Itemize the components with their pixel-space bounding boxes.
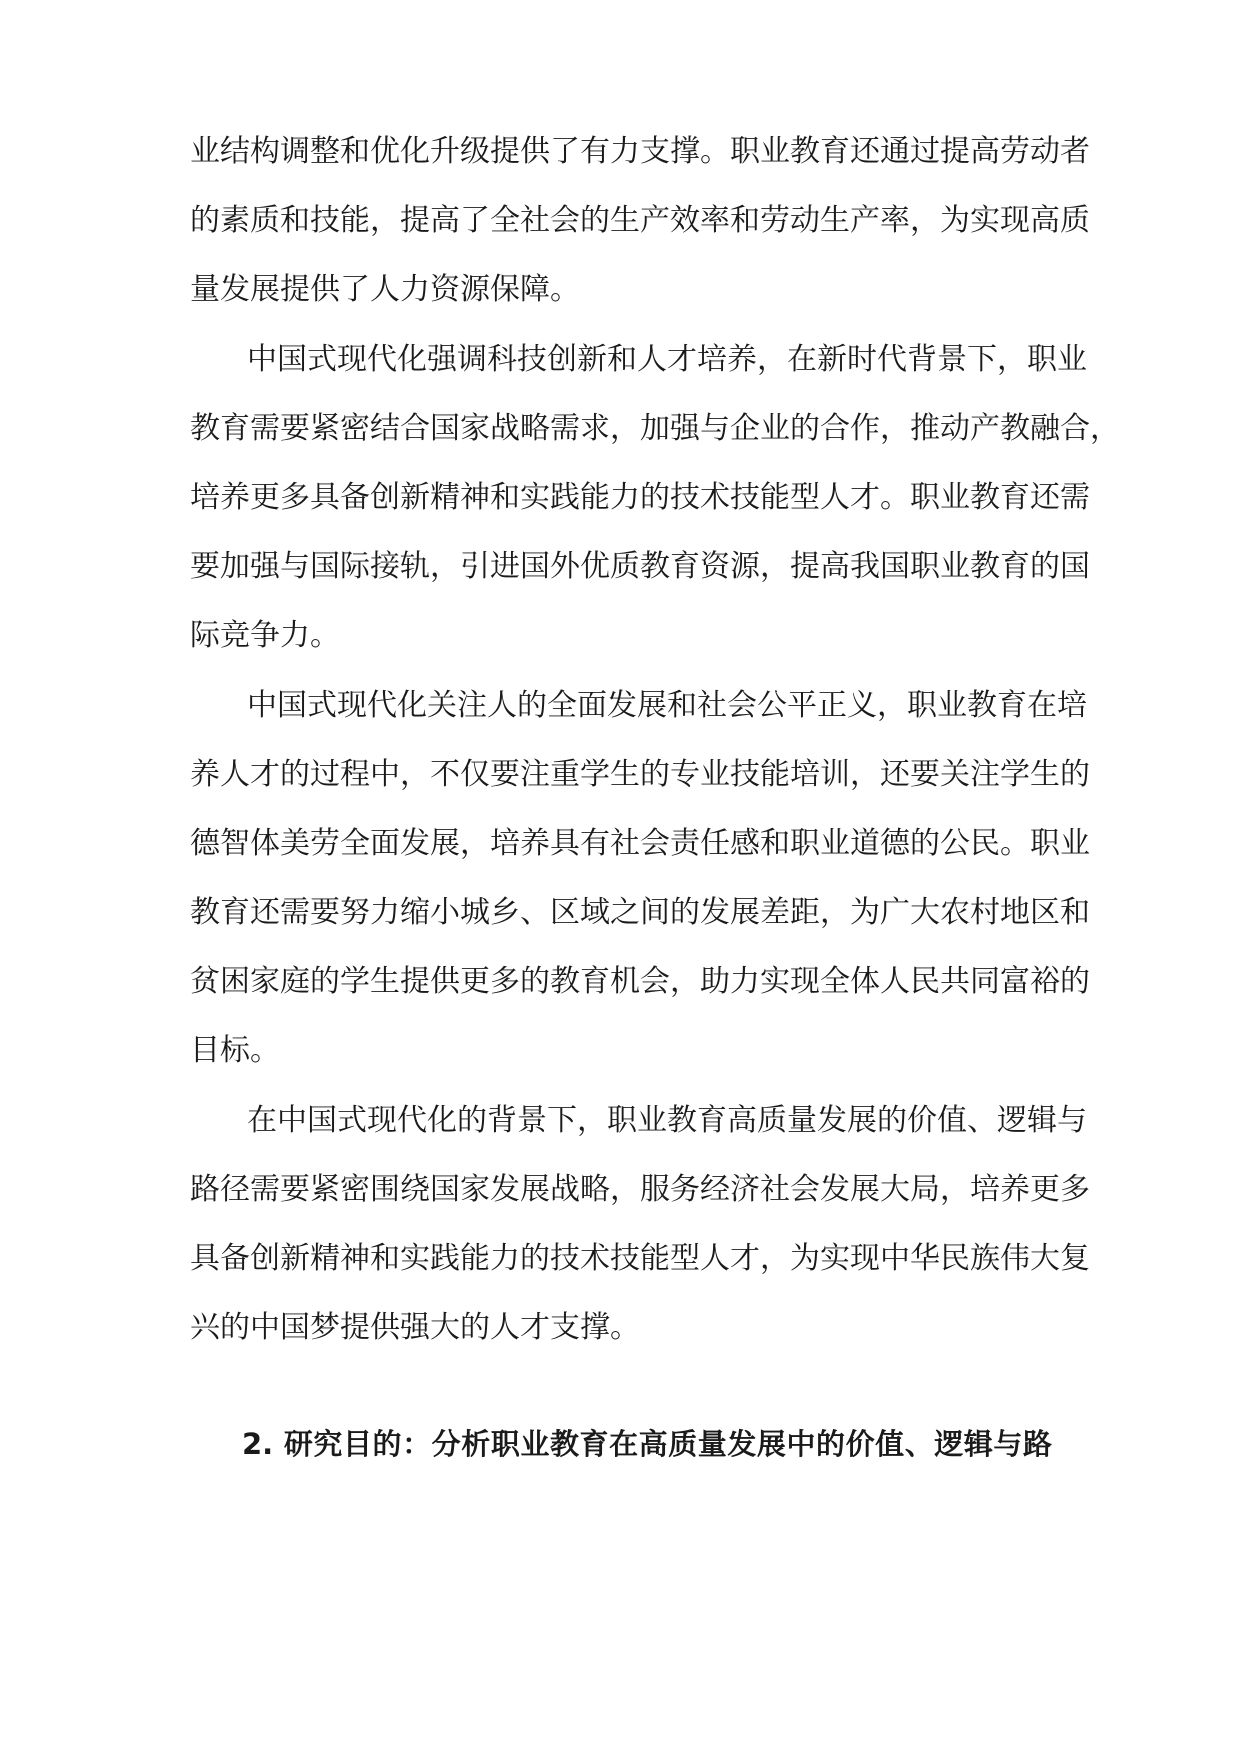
- text-line: 教育需要紧密结合国家战略需求，加强与企业的合作，推动产教融合，: [190, 411, 1120, 446]
- text-line: 在中国式现代化的背景下，职业教育高质量发展的价值、逻辑与: [247, 1103, 1087, 1138]
- text-line: 教育还需要努力缩小城乡、区域之间的发展差距，为广大农村地区和: [190, 895, 1090, 930]
- text-line: 贫困家庭的学生提供更多的教育机会，助力实现全体人民共同富裕的: [190, 964, 1090, 999]
- text-line: 量发展提供了人力资源保障。: [190, 272, 580, 307]
- text-line: 路径需要紧密围绕国家发展战略，服务经济社会发展大局，培养更多: [190, 1172, 1090, 1207]
- text-line: 中国式现代化强调科技创新和人才培养，在新时代背景下，职业: [247, 342, 1087, 377]
- text-line: 际竞争力。: [190, 618, 340, 653]
- text-line: 养人才的过程中，不仅要注重学生的专业技能培训，还要关注学生的: [190, 757, 1090, 792]
- text-line: 德智体美劳全面发展，培养具有社会责任感和职业道德的公民。职业: [190, 826, 1090, 861]
- text-line: 的素质和技能，提高了全社会的生产效率和劳动生产率，为实现高质: [190, 203, 1090, 238]
- text-line: 具备创新精神和实践能力的技术技能型人才，为实现中华民族伟大复: [190, 1241, 1090, 1276]
- section-heading: 2. 研究目的：分析职业教育在高质量发展中的价值、逻辑与路: [242, 1427, 1052, 1461]
- text-line: 业结构调整和优化升级提供了有力支撑。职业教育还通过提高劳动者: [190, 134, 1090, 169]
- text-line: 目标。: [190, 1033, 280, 1068]
- document-page: [190, 0, 1120, 1754]
- text-line: 中国式现代化关注人的全面发展和社会公平正义，职业教育在培: [247, 688, 1087, 723]
- text-line: 要加强与国际接轨，引进国外优质教育资源，提高我国职业教育的国: [190, 549, 1090, 584]
- text-line: 培养更多具备创新精神和实践能力的技术技能型人才。职业教育还需: [190, 480, 1090, 515]
- text-line: 兴的中国梦提供强大的人才支撑。: [190, 1310, 640, 1345]
